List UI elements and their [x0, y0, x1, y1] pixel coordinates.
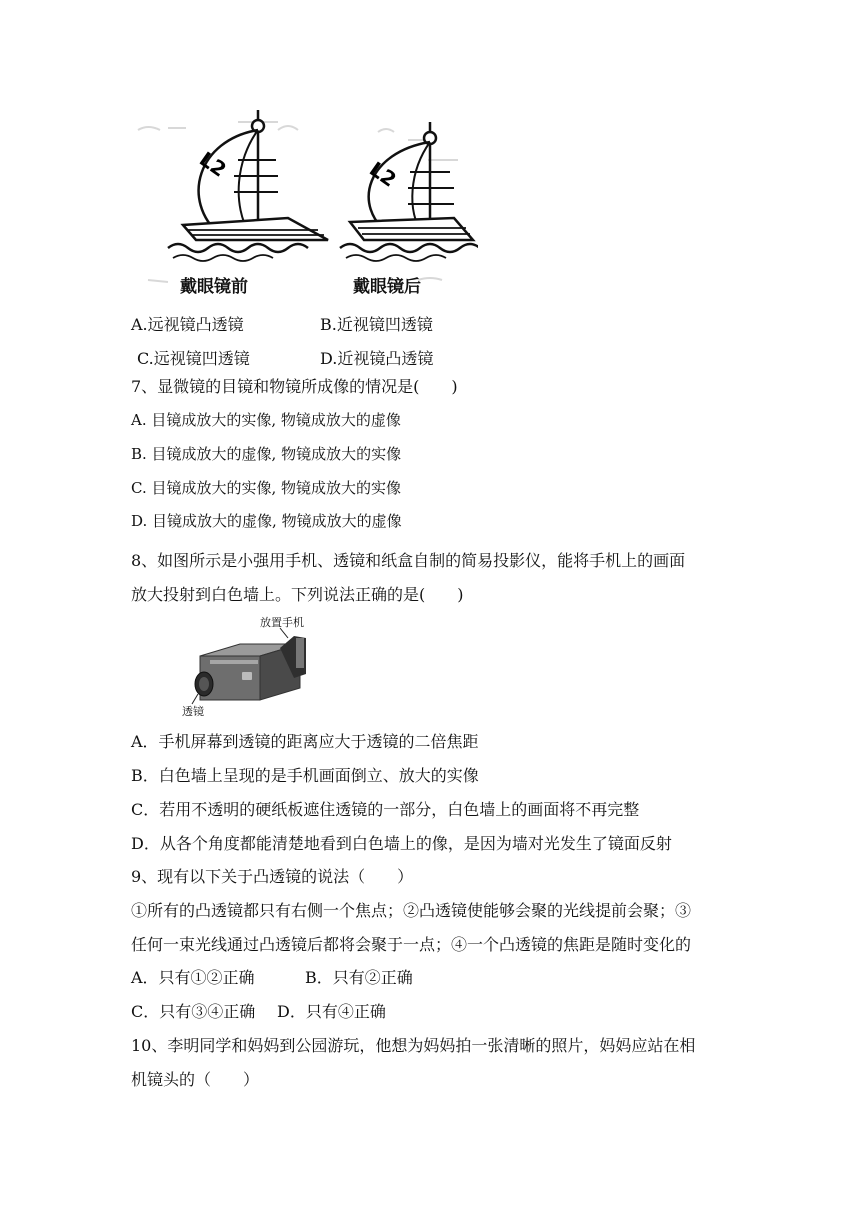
q9-option-c: C．只有③④正确	[131, 1002, 256, 1021]
q8-figure	[180, 614, 340, 720]
q10-stem-line1: 10、李明同学和妈妈到公园游玩，他想为妈妈拍一张清晰的照片，妈妈应站在相	[131, 1036, 696, 1055]
caption-before: 戴眼镜前	[180, 277, 248, 297]
q9-option-b: B．只有②正确	[305, 968, 413, 987]
caption-after: 戴眼镜后	[353, 277, 421, 297]
sail-label-left: L2	[195, 146, 231, 182]
q6-option-a: A.远视镜凸透镜	[131, 315, 244, 334]
q7-option-b: B. 目镜成放大的虚像, 物镜成放大的实像	[131, 445, 402, 463]
q9-stem: 9、现有以下关于凸透镜的说法（ ）	[131, 867, 414, 886]
q9-option-d: D．只有④正确	[277, 1002, 386, 1021]
q6-option-c: C.远视镜凹透镜	[137, 349, 250, 368]
boat-after	[340, 122, 478, 261]
q9-body-line1: ①所有的凸透镜都只有右侧一个焦点；②凸透镜使能够会聚的光线提前会聚；③	[131, 901, 692, 920]
q6-option-b: B.近视镜凹透镜	[320, 315, 433, 334]
q8-stem-line2: 放大投射到白色墙上。下列说法正确的是( )	[131, 585, 464, 604]
q8-stem-line1: 8、如图所示是小强用手机、透镜和纸盒自制的简易投影仪，能将手机上的画面	[131, 551, 686, 570]
phone-label: 放置手机	[260, 616, 304, 629]
boat-before	[168, 110, 328, 261]
q7-stem: 7、显微镜的目镜和物镜所成像的情况是( )	[131, 377, 458, 396]
q7-option-a: A. 目镜成放大的实像, 物镜成放大的虚像	[131, 411, 401, 429]
q8-option-c: C．若用不透明的硬纸板遮住透镜的一部分，白色墙上的画面将不再完整	[131, 800, 640, 819]
lens-label: 透镜	[182, 705, 204, 718]
q6-option-d: D.近视镜凸透镜	[320, 349, 434, 368]
q9-body-line2: 任何一束光线通过凸透镜后都将会聚于一点；④一个凸透镜的焦距是随时变化的	[131, 935, 692, 954]
q6-figure	[128, 100, 478, 305]
q8-option-d: D．从各个角度都能清楚地看到白色墙上的像，是因为墙对光发生了镜面反射	[131, 834, 672, 853]
q7-option-c: C. 目镜成放大的实像, 物镜成放大的实像	[131, 479, 402, 497]
q8-option-b: B．白色墙上呈现的是手机画面倒立、放大的实像	[131, 766, 479, 785]
q10-stem-line2: 机镜头的（ ）	[131, 1070, 260, 1089]
sail-label-right: L2	[365, 156, 401, 192]
q7-option-d: D. 目镜成放大的虚像, 物镜成放大的虚像	[131, 512, 402, 530]
sailboat-figure	[128, 100, 478, 305]
projector-box-figure	[180, 614, 340, 720]
q8-option-a: A．手机屏幕到透镜的距离应大于透镜的二倍焦距	[131, 732, 479, 751]
q9-option-a: A．只有①②正确	[131, 968, 255, 987]
